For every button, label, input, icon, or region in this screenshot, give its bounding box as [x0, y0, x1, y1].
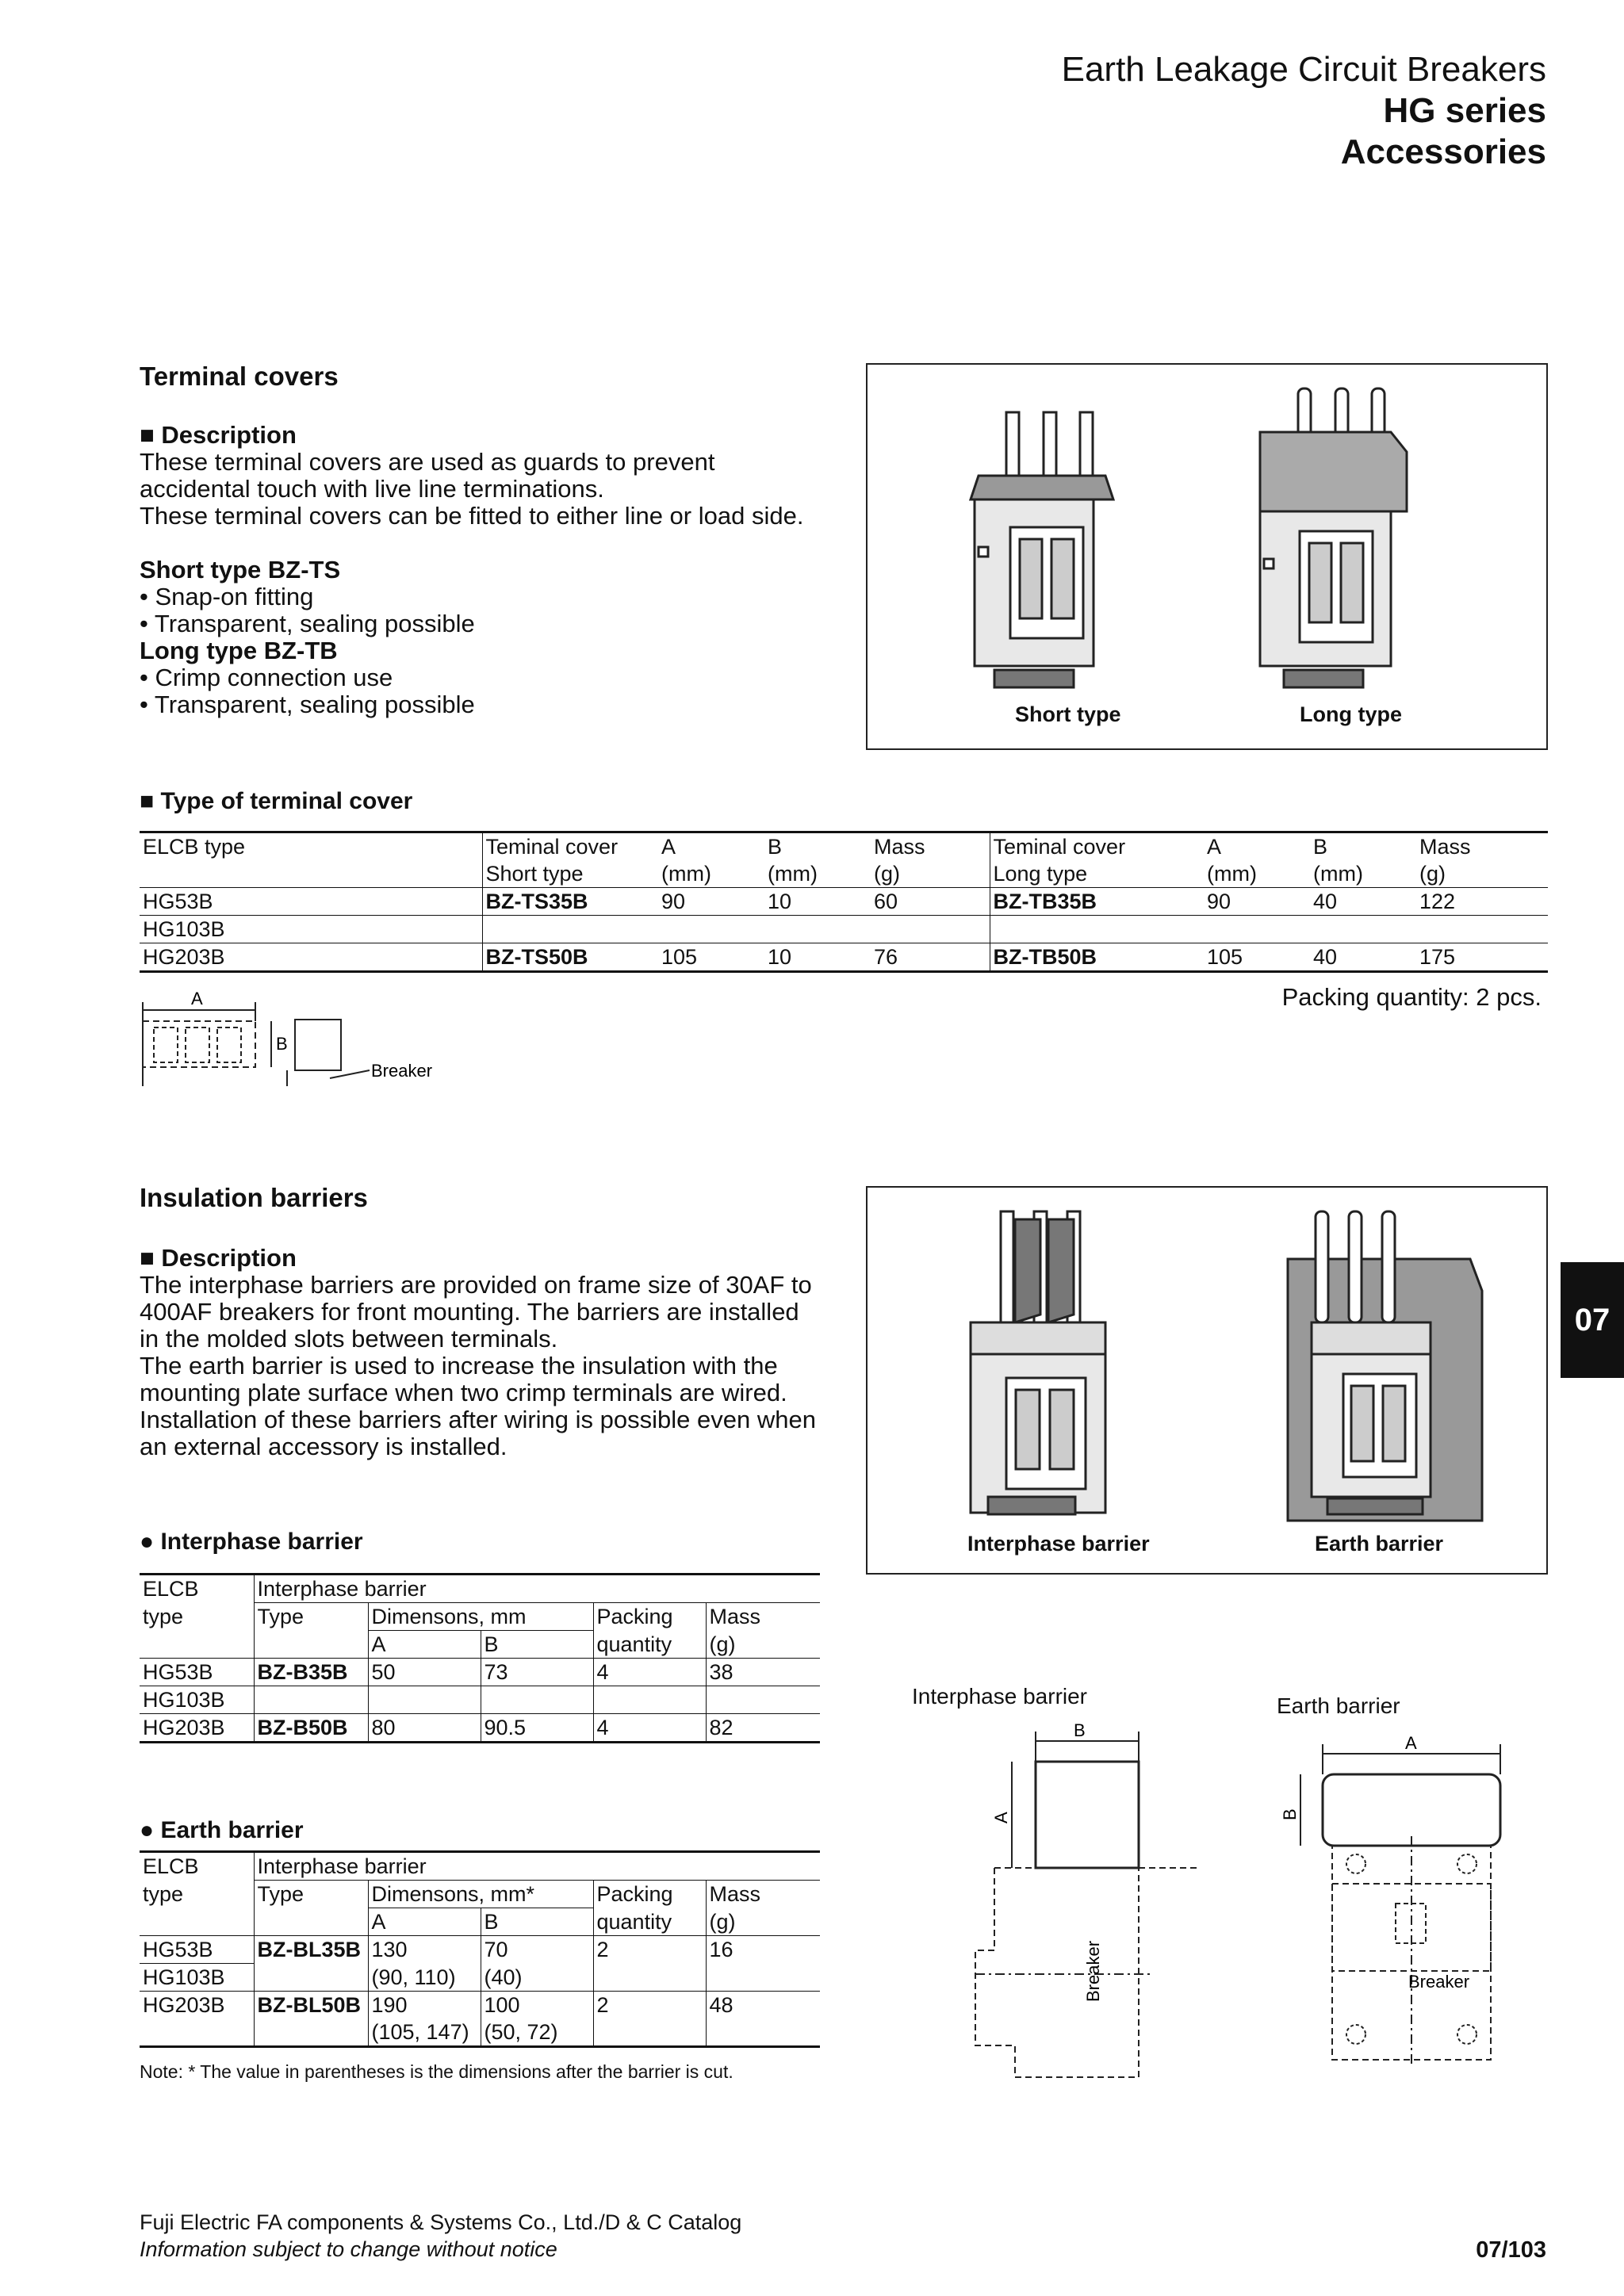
interphase-barrier-heading: ● Interphase barrier	[140, 1529, 363, 1556]
table-cell: HG203B	[140, 1992, 254, 2019]
table-cell: BZ-B50B	[254, 1714, 368, 1743]
earth-barrier-caption: Earth barrier	[1315, 1532, 1444, 1556]
header-cell: type	[140, 1603, 254, 1631]
dimension-b-label: B	[1280, 1808, 1300, 1820]
header-cell: Packing	[593, 1603, 706, 1631]
header-cell: B	[481, 1908, 593, 1936]
header-cell: A	[661, 835, 676, 859]
table-cell: BZ-TS35B	[485, 890, 588, 913]
header-cell: ELCB type	[140, 832, 482, 861]
header-cell: A	[1207, 835, 1222, 859]
table-cell: 4	[593, 1659, 706, 1686]
insulation-barrier-image-frame	[866, 1186, 1548, 1575]
terminal-cover-table-heading: ■ Type of terminal cover	[140, 788, 412, 815]
header-cell: (mm)	[768, 862, 818, 886]
description-line: The interphase barriers are provided on frame size of 30AF to	[140, 1271, 812, 1299]
interphase-diagram-title: Interphase barrier	[912, 1684, 1088, 1709]
description-line: Installation of these barriers after wiring is possible even when	[140, 1406, 816, 1433]
dimension-a-label: A	[991, 1812, 1011, 1823]
interphase-barrier-breaker-image	[971, 1211, 1105, 1514]
header-cell: Type	[254, 1881, 368, 1908]
table-cell: (105, 147)	[368, 2019, 481, 2047]
bullet: • Snap-on fitting	[140, 583, 314, 610]
header	[1062, 49, 1546, 173]
table-cell: 175	[1419, 945, 1456, 969]
terminal-cover-image-frame	[866, 363, 1548, 750]
table-cell: 90	[1207, 890, 1231, 913]
table-cell: BZ-TS50B	[485, 945, 588, 969]
table-cell: BZ-BL50B	[254, 1992, 368, 2019]
header-cell: A	[368, 1908, 481, 1936]
dimension-a-label: A	[1405, 1733, 1417, 1753]
insulation-barriers-description	[140, 1245, 853, 1460]
header-cell: ELCB	[140, 1575, 254, 1603]
table-cell: 73	[481, 1659, 593, 1686]
table-cell: 4	[593, 1714, 706, 1743]
table-header-row	[140, 832, 1548, 861]
description-line: These terminal covers can be fitted to either line or load side.	[140, 502, 804, 530]
table-cell: 130	[368, 1936, 481, 1964]
table-cell: 190	[368, 1992, 481, 2019]
table-cell: BZ-BL35B	[254, 1936, 368, 1964]
table-header-row	[140, 1881, 820, 1908]
header-series: HG series	[1383, 91, 1546, 130]
terminal-cover-illustration	[868, 365, 1546, 706]
description-line: mounting plate surface when two crimp terminals are wired.	[140, 1379, 787, 1406]
table-cell: HG103B	[140, 1964, 254, 1992]
table-cell: 48	[709, 1993, 733, 2017]
description-line: These terminal covers are used as guards to prevent	[140, 448, 715, 476]
table-cell: HG53B	[140, 1936, 254, 1964]
short-type-breaker-image	[971, 412, 1113, 687]
terminal-covers-description	[140, 422, 853, 718]
footer-company: Fuji Electric FA components & Systems Co., Ltd./D & C Catalog	[140, 2210, 742, 2234]
header-cell: quantity	[593, 1908, 706, 1936]
header-cell: Packing	[593, 1881, 706, 1908]
table-cell: 80	[368, 1714, 481, 1743]
earth-barrier-breaker-image	[1288, 1211, 1482, 1521]
header-cell: Interphase barrier	[254, 1852, 820, 1881]
table-header-row	[140, 860, 1548, 888]
footer-notice: Information subject to change without notice	[140, 2237, 557, 2261]
table-cell: 10	[768, 945, 792, 969]
breaker-label: Breaker	[371, 1061, 433, 1081]
short-type-caption: Short type	[1015, 702, 1121, 726]
dimension-b-label: B	[1074, 1720, 1086, 1740]
bullet: • Crimp connection use	[140, 664, 393, 691]
earth-barrier-dimension-diagram	[1269, 1725, 1507, 2066]
bullet: • Transparent, sealing possible	[140, 691, 475, 718]
table-cell: (50, 72)	[481, 2019, 593, 2047]
header-cell: Dimensons, mm*	[368, 1881, 593, 1908]
long-type-caption: Long type	[1300, 702, 1402, 726]
table-row	[140, 1936, 820, 1964]
earth-barrier-table	[140, 1850, 820, 2048]
table-header-row	[140, 1575, 820, 1603]
table-cell: HG53B	[140, 888, 482, 916]
interphase-barrier-table	[140, 1573, 820, 1743]
description-heading: ■ Description	[140, 422, 853, 449]
header-cell: A	[368, 1631, 481, 1659]
table-row	[140, 1714, 820, 1743]
table-cell: 70	[481, 1936, 593, 1964]
table-cell: HG103B	[140, 916, 482, 943]
table-header-row	[140, 1852, 820, 1881]
table-row	[140, 888, 1548, 916]
table-row	[140, 1686, 820, 1714]
table-cell: 40	[1313, 945, 1338, 969]
table-cell: 60	[871, 888, 990, 916]
breaker-label: Breaker	[1408, 1972, 1470, 1992]
table-cell: BZ-TB50B	[993, 945, 1097, 969]
table-cell: BZ-TB35B	[993, 890, 1097, 913]
description-line: an external accessory is installed.	[140, 1433, 508, 1460]
earth-diagram-title: Earth barrier	[1277, 1693, 1400, 1718]
table-row	[140, 1659, 820, 1686]
description-line: The earth barrier is used to increase the insulation with the	[140, 1352, 778, 1380]
insulation-barrier-illustration	[868, 1188, 1546, 1529]
header-cell: B	[1313, 835, 1328, 859]
bullet: • Transparent, sealing possible	[140, 610, 475, 637]
header-cell: type	[140, 1881, 254, 1908]
header-cell: Teminal cover	[993, 835, 1126, 859]
dimension-b-label: B	[276, 1034, 288, 1054]
table-cell: HG53B	[140, 1659, 254, 1686]
table-cell: 105	[661, 945, 698, 969]
long-type-heading: Long type BZ-TB	[140, 637, 338, 664]
header-cell: Mass	[709, 1605, 761, 1628]
cut-dimension-note: Note: * The value in parentheses is the dimensions after the barrier is cut.	[140, 2061, 733, 2082]
header-cell: (mm)	[661, 862, 711, 886]
description-heading: ■ Description	[140, 1245, 853, 1272]
table-header-row	[140, 1603, 820, 1631]
header-cell: (mm)	[1207, 862, 1257, 886]
header-cell: Short type	[485, 862, 584, 886]
table-cell: 100	[481, 1992, 593, 2019]
interphase-barrier-caption: Interphase barrier	[967, 1532, 1150, 1556]
table-row	[140, 943, 1548, 972]
terminal-cover-dimension-diagram	[140, 991, 457, 1094]
table-cell: 2	[593, 1992, 706, 2019]
terminal-covers-title: Terminal covers	[140, 362, 339, 391]
header-cell: B	[768, 835, 783, 859]
header-cell: quantity	[593, 1631, 706, 1659]
footer	[140, 2209, 741, 2263]
table-cell: 105	[1207, 945, 1243, 969]
table-cell: 76	[871, 943, 990, 972]
header-cell: (g)	[709, 1909, 736, 1934]
header-cell: ELCB	[140, 1852, 254, 1881]
table-cell: 90	[661, 890, 686, 913]
page-number: 07/103	[1476, 2237, 1546, 2263]
table-cell: 90.5	[481, 1714, 593, 1743]
table-row	[140, 916, 1548, 943]
header-cell: B	[481, 1631, 593, 1659]
header-section: Accessories	[1340, 132, 1546, 171]
table-cell: 40	[1313, 890, 1338, 913]
table-cell: HG103B	[140, 1686, 254, 1714]
earth-barrier-heading: ● Earth barrier	[140, 1817, 304, 1844]
table-cell: 10	[768, 890, 792, 913]
header-cell: Mass	[1419, 835, 1471, 859]
table-cell: 38	[709, 1660, 733, 1684]
table-row	[140, 1992, 820, 2019]
chapter-tab: 07	[1561, 1262, 1624, 1378]
terminal-cover-table	[140, 831, 1548, 973]
table-cell: BZ-B35B	[254, 1659, 368, 1686]
table-cell: 2	[593, 1936, 706, 1964]
packing-quantity-note: Packing quantity: 2 pcs.	[1281, 983, 1542, 1011]
header-cell: (g)	[709, 1632, 736, 1656]
table-row	[140, 2019, 820, 2047]
description-line: in the molded slots between terminals.	[140, 1325, 558, 1353]
short-type-heading: Short type BZ-TS	[140, 556, 341, 584]
header-cell: Mass	[709, 1882, 761, 1906]
table-cell: 122	[1419, 890, 1456, 913]
table-cell: (90, 110)	[368, 1964, 481, 1992]
dimension-a-label: A	[191, 991, 203, 1008]
interphase-barrier-dimension-diagram	[944, 1712, 1197, 2085]
table-cell: 50	[368, 1659, 481, 1686]
table-cell: HG203B	[140, 1714, 254, 1743]
header-cell: (g)	[1419, 862, 1446, 886]
table-cell: 16	[709, 1938, 733, 1961]
header-cell: Dimensons, mm	[368, 1603, 593, 1631]
header-cell: Interphase barrier	[254, 1575, 820, 1603]
header-cell: Long type	[993, 862, 1088, 886]
table-header-row	[140, 1631, 820, 1659]
long-type-breaker-image	[1260, 388, 1407, 687]
table-row	[140, 1964, 820, 1992]
header-line1: Earth Leakage Circuit Breakers	[1061, 50, 1546, 89]
description-line: 400AF breakers for front mounting. The barriers are installed	[140, 1298, 799, 1326]
table-header-row	[140, 1908, 820, 1936]
insulation-barriers-title: Insulation barriers	[140, 1183, 368, 1212]
header-cell: Type	[254, 1603, 368, 1631]
breaker-label: Breaker	[1083, 1940, 1103, 2002]
table-cell: 82	[709, 1716, 733, 1739]
header-cell: Mass	[871, 832, 990, 861]
header-cell: (g)	[871, 860, 990, 888]
table-cell: (40)	[481, 1964, 593, 1992]
header-cell: Teminal cover	[485, 835, 619, 859]
header-cell: (mm)	[1313, 862, 1363, 886]
table-cell: HG203B	[140, 943, 482, 972]
description-line: accidental touch with live line terminations.	[140, 475, 604, 503]
